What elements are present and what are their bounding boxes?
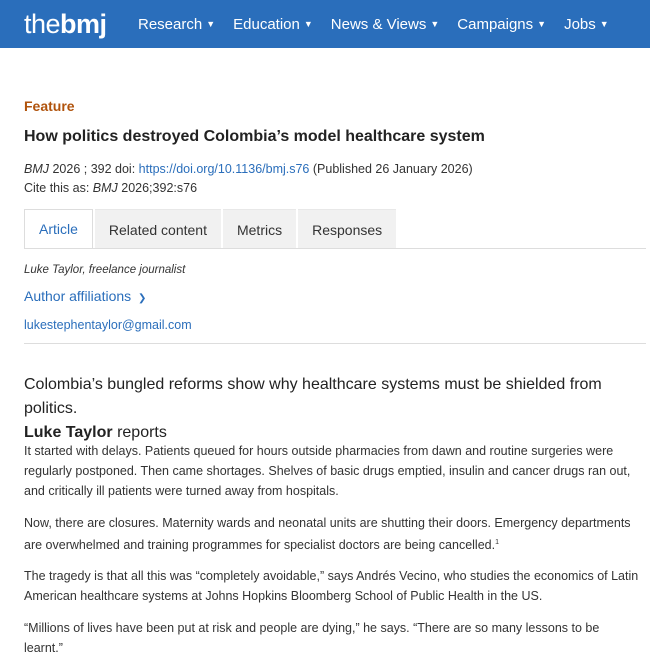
article-title: How politics destroyed Colombia’s model healthcare system	[24, 128, 485, 145]
year-volume: 2026 ; 392	[49, 162, 116, 176]
tabs-divider	[24, 248, 646, 249]
chevron-down-icon: ▼	[206, 19, 216, 29]
body-paragraph-1: It started with delays. Patients queued for hours outside pharmacies from dawn and routine surgeries were regularly postponed. Then came shortages. Shelves of basic drugs emptied, insulin and cancer drugs ran out, and critically ill patients were turned away from hospitals.	[24, 444, 631, 498]
nav-research-label: Research	[138, 15, 203, 33]
tab-responses[interactable]: Responses	[298, 209, 396, 249]
nav-education-label: Education	[233, 15, 300, 33]
nav-education[interactable]	[233, 16, 313, 33]
chevron-down-icon: ▼	[303, 19, 313, 29]
cite-journal: BMJ	[92, 181, 118, 195]
standfirst-text: Colombia’s bungled reforms show why healthcare systems must be shielded from politics.	[24, 376, 602, 417]
nav-news-views-label: News & Views	[330, 15, 427, 33]
tab-article[interactable]: Article	[24, 209, 93, 249]
published-date: (Published 26 January 2026)	[309, 162, 473, 176]
citation-line	[24, 162, 473, 176]
doi-label: doi:	[115, 162, 139, 176]
nav-campaigns-label: Campaigns	[457, 15, 534, 33]
standfirst-reports: reports	[112, 424, 167, 441]
author-affiliations-toggle[interactable]	[24, 288, 146, 304]
standfirst	[24, 373, 639, 445]
nav-news-views[interactable]	[331, 16, 440, 33]
standfirst-author: Luke Taylor	[24, 424, 113, 441]
tab-related-content[interactable]: Related content	[95, 209, 221, 249]
cite-prefix: Cite this as:	[24, 181, 93, 195]
main-nav	[138, 0, 627, 48]
top-navbar	[0, 0, 650, 48]
article-kicker: Feature	[24, 98, 75, 114]
nav-jobs[interactable]	[564, 16, 609, 33]
logo-bmj: bmj	[60, 9, 107, 39]
body-paragraph-4: “Millions of lives have been put at risk and people are dying,” he says. “There are so many lessons to be learnt.”	[24, 621, 600, 655]
body-paragraph-2-text: Now, there are closures. Maternity wards and neonatal units are shutting their doors. Emergency departments are overwhelmed and training programmes for specialist doctors are being cancelled.	[24, 516, 631, 553]
nav-campaigns[interactable]	[457, 16, 546, 33]
chevron-down-icon: ▼	[430, 19, 440, 29]
body-paragraph-3: The tragedy is that all this was “completely avoidable,” says Andrés Vecino, who studies the economics of Latin American healthcare systems at Johns Hopkins Bloomberg School of Public Health in the US.	[24, 569, 639, 603]
nav-research[interactable]	[138, 16, 215, 33]
author-byline: Luke Taylor, freelance journalist	[24, 264, 186, 276]
body-paragraph-2	[24, 513, 640, 555]
cite-reference: 2026;392:s76	[117, 181, 198, 195]
article-tabs	[24, 209, 398, 249]
logo-the: the	[24, 9, 61, 39]
tab-metrics[interactable]: Metrics	[223, 209, 296, 249]
doi-link[interactable]: https://doi.org/10.1136/bmj.s76	[138, 162, 310, 176]
chevron-down-icon: ❯	[138, 293, 147, 304]
chevron-down-icon: ▼	[599, 19, 609, 29]
cite-as-line	[24, 181, 197, 195]
journal-name: BMJ	[24, 162, 49, 176]
reference-link[interactable]: 1	[495, 539, 499, 546]
bmj-logo[interactable]	[24, 9, 107, 39]
nav-jobs-label: Jobs	[564, 15, 596, 33]
author-email-link[interactable]: lukestephentaylor@gmail.com	[24, 318, 192, 332]
chevron-down-icon: ▼	[537, 19, 547, 29]
affiliations-label: Author affiliations	[24, 288, 132, 304]
section-divider	[24, 343, 646, 344]
